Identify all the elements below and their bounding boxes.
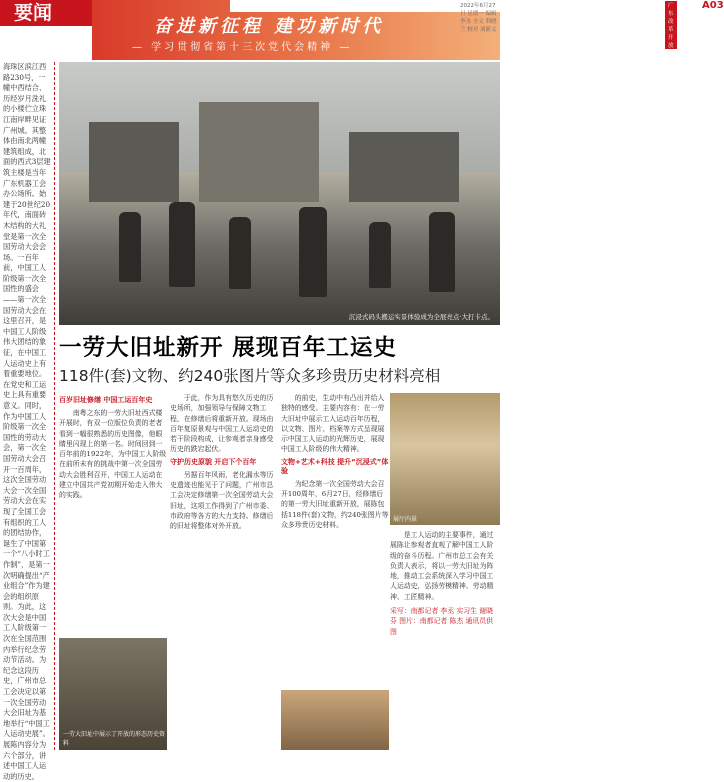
section-tag: 要闻 [0, 0, 92, 26]
headline: 一劳大旧址新开 展现百年工运史 [59, 335, 397, 361]
column-heading: 文物+艺术+科技 提升“沉浸式”体验 [281, 457, 389, 475]
subheadline: 118件(套)文物、约240张图片等众多珍贵历史材料亮相 [59, 367, 441, 385]
hero-caption: 沉浸式码头搬运实景体验成为全展亮点·大打卡点。 [348, 313, 494, 321]
column-text: 于此，作为具有悠久历史的历史场所，加强领导与保障文物工程，在修缮后将重新开放。现场由百年复原景观与中国工人运动史的若干阶段构成，让参观者亲身感受历史的跌宕起伏。 [170, 394, 274, 454]
hero-building [349, 132, 459, 202]
hero-building [89, 122, 179, 202]
hero-figure [299, 207, 327, 297]
inline-photo [59, 638, 167, 750]
publication-tag: 广东 改革开放 [665, 1, 677, 49]
article-column-4 [390, 530, 498, 637]
hero-figure [169, 202, 195, 287]
column-text: 是工人运动的主要事件，通过展陈让参观者直观了解中国工人阶级的奋斗历程。广州市总工会有关负责人表示，将以一劳大旧址为阵地，推动工会系统深入学习中国工人运动史，弘扬劳模精神、劳动精神、工匠精神。 [390, 531, 494, 601]
article-column-2 [170, 393, 278, 532]
publication-meta: 2022年6月27日 星期一 编辑 李丞 全文 利晓兰 校对 刘新义 [460, 3, 497, 33]
article-column-3 [281, 393, 389, 530]
inline-photo [390, 393, 500, 525]
photo-caption: 展厅内景 [393, 516, 418, 523]
hero-figure [369, 222, 391, 288]
banner-title: 奋进新征程 建功新时代 [154, 16, 385, 37]
hero-figure [119, 212, 141, 282]
inline-photo [281, 690, 389, 750]
column-text: 的前史，生动中有凸出并给人独特的感受。主要内容有：在一劳大旧址中展示工人运动百年历程，以文物、图片、档案等方式呈现展示中国工人运动的光辉历史，展现中国工人阶级的伟大精神。 [281, 394, 385, 454]
hero-building [199, 102, 319, 202]
column-heading: 守护历史原貌 开启下个百年 [170, 457, 257, 466]
hero-figure [229, 217, 251, 289]
sidebar-text: 海珠区滨江西路230号，一幢中西结合、历经岁月洗礼的小楼伫立珠江南岸畔见证广州城。其整体由南北两幢建筑组成，北面的西式3层建筑主楼是当年广东机器工会办公场所。始建于20世纪20年代，南面砖木结构的大礼堂是第一次全国劳动大会会场。一百年前，中国工人阶级第一次全国性的盛会——第一次全国劳动大会在这里召开，是中国工人阶级伟大团结的象征，在中国工人运动史上有着重要地位。在党史和工运史上具有重要意义。同时，作为中国工人阶级第一次全国性的劳动大会，第一次全国劳动大会召开一百周年，这次全国劳动大会一次全国劳动大会在实现了全国工会有组织的工人的团结协作，诞生了中国第一个“八小时工作制”，是第一次明确提出“产业组合”作为建会的组织原则。为此，这次大会是中国工人阶级第一次在全国范围内举行纪念劳动节活动。为纪念这段历史，广州市总工会决定以第一次全国劳动大会旧址为基地举行“中国工人运动史展”。展陈内容分为六个部分，讲述中国工人运动的历史。 [3, 62, 51, 781]
column-text: 另据百年风雨，老化漏水等历史遗迹也能见于了问题，广州市总工会决定修缮第一次全国劳动大会旧址，这项工作得到了广州市委、市政府等各方的大力支持。修缮后的旧址将整体对外开放。 [170, 470, 274, 531]
sidebar-column [3, 62, 55, 781]
page-number: A03 [702, 0, 724, 11]
hero-figure [429, 212, 455, 292]
byline: 采写：南都记者 李丞 实习生 谢晓芬 图片：南都记者 陈杰 通讯员供图 [390, 607, 494, 636]
hero-photo [59, 62, 500, 325]
banner-subtitle: — 学习贯彻省第十三次党代会精神 — [132, 42, 353, 53]
masthead [0, 0, 724, 60]
column-text: 南粤之东的一劳大旧址西式楼开展时，有双一位版位负责的老者看到一幅很熟悉的历史图像，他眼睛里闪现上的第一名。时间回到一百年前的1922年，为中国工人阶级在前所未有的挑战中第一次全国劳动大会胜利召开，中国工人运动在建立中国共产党初期开始走入伟大的实践。 [59, 409, 167, 500]
photo-caption: 一劳大旧址中展示了开放的形态历史资料 [63, 731, 166, 747]
column-text: 为纪念第一次全国劳动大会召开100周年，6月27日，经修缮后的第一劳大旧址重新开放，展陈包括118件(套)文物，约240张图片等众多珍贵历史材料。 [281, 479, 389, 529]
column-heading: 百岁旧址修缮 中国工运百年史 [59, 396, 153, 404]
article-column-1 [59, 393, 167, 501]
